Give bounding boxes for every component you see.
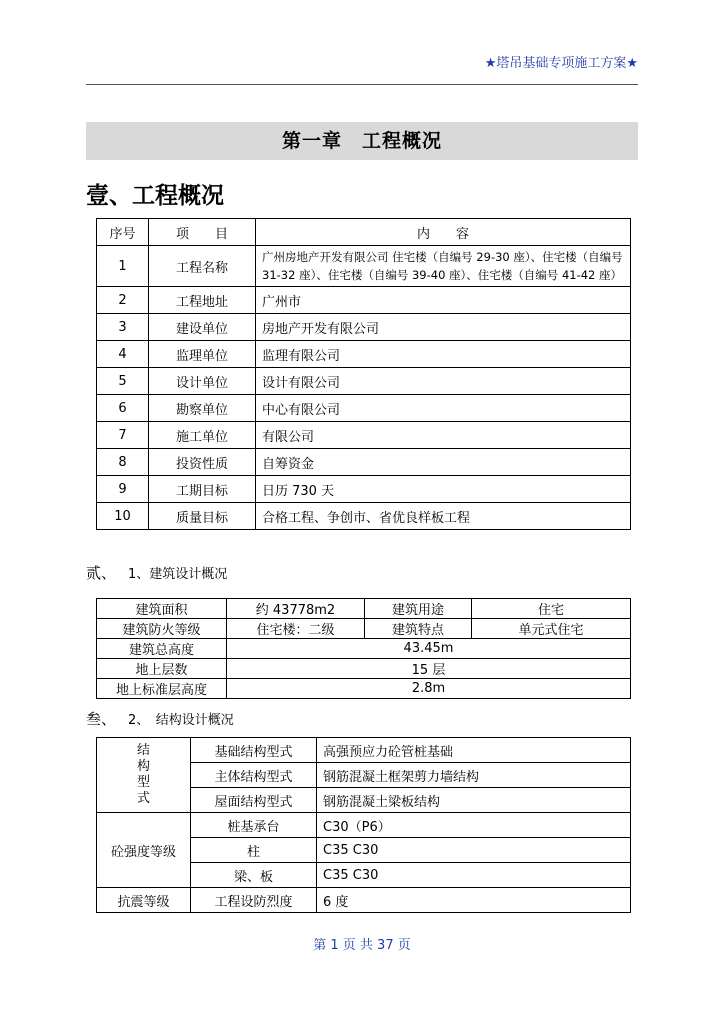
table-row (97, 503, 631, 530)
header-cell: 内 容 (256, 219, 631, 246)
table-row (97, 422, 631, 449)
table-row (97, 813, 631, 838)
cell-value: 约 43778m2 (227, 599, 365, 619)
cell-label: 地上标准层高度 (97, 679, 227, 699)
cell-value: 43.45m (227, 639, 631, 659)
row-number: 2 (97, 287, 149, 314)
table-row (97, 599, 631, 619)
row-value: 日历 730 天 (256, 476, 631, 503)
cell-value: 单元式住宅 (472, 619, 631, 639)
header-rule (86, 84, 638, 85)
table-row (97, 888, 631, 913)
cell-value: C35 C30 (317, 838, 631, 863)
section-title-1: 壹、工程概况 (86, 183, 224, 209)
cell-label: 建筑面积 (97, 599, 227, 619)
row-label: 工期目标 (149, 476, 256, 503)
header-cell: 序号 (97, 219, 149, 246)
row-value: 广州市 (256, 287, 631, 314)
header-cell: 项 目 (149, 219, 256, 246)
row-number: 10 (97, 503, 149, 530)
table-row (97, 679, 631, 699)
chapter-title: 第一章 工程概况 (86, 122, 638, 160)
row-label: 质量目标 (149, 503, 256, 530)
table-row (97, 476, 631, 503)
cell-label: 桩基承台 (191, 813, 317, 838)
table-row (97, 368, 631, 395)
row-number: 6 (97, 395, 149, 422)
row-label: 投资性质 (149, 449, 256, 476)
cell-label: 主体结构型式 (191, 763, 317, 788)
cell-value: 钢筋混凝土框架剪力墙结构 (317, 763, 631, 788)
group-char: 构 (136, 759, 150, 774)
structural-design-table (96, 737, 631, 913)
cell-value: C30（P6） (317, 813, 631, 838)
cell-value: 高强预应力砼管桩基础 (317, 738, 631, 763)
table-row (97, 246, 631, 287)
table-row (97, 659, 631, 679)
table-row (97, 738, 631, 763)
row-value: 监理有限公司 (256, 341, 631, 368)
section-title-3 (86, 708, 234, 729)
row-value: 广州房地产开发有限公司 住宅楼（自编号 29-30 座）、住宅楼（自编号 31-32 座）、住宅楼（自编号 39-40 座）、住宅楼（自编号 41-42 座） (256, 246, 631, 287)
cell-label: 工程设防烈度 (191, 888, 317, 913)
cell-label: 梁、板 (191, 863, 317, 888)
cell-label: 建筑用途 (365, 599, 472, 619)
row-label: 设计单位 (149, 368, 256, 395)
row-number: 3 (97, 314, 149, 341)
table-row (97, 314, 631, 341)
row-number: 1 (97, 246, 149, 287)
row-label: 工程地址 (149, 287, 256, 314)
cell-value: 钢筋混凝土梁板结构 (317, 788, 631, 813)
row-number: 4 (97, 341, 149, 368)
page-footer: 第 1 页 共 37 页 (313, 938, 411, 953)
table-row (97, 619, 631, 639)
cell-label: 基础结构型式 (191, 738, 317, 763)
table-row (97, 287, 631, 314)
table-row (97, 449, 631, 476)
row-label: 施工单位 (149, 422, 256, 449)
cell-value: C35 C30 (317, 863, 631, 888)
group-char: 型 (136, 775, 150, 790)
cell-label: 柱 (191, 838, 317, 863)
cell-label: 地上层数 (97, 659, 227, 679)
cell-label: 建筑防火等级 (97, 619, 227, 639)
cell-label: 抗震等级 (97, 888, 191, 913)
table-header-row (97, 219, 631, 246)
row-label: 勘察单位 (149, 395, 256, 422)
table-row (97, 395, 631, 422)
row-value: 设计有限公司 (256, 368, 631, 395)
cell-value: 住宅 (472, 599, 631, 619)
row-value: 合格工程、争创市、省优良样板工程 (256, 503, 631, 530)
cell-label: 建筑特点 (365, 619, 472, 639)
row-number: 8 (97, 449, 149, 476)
section-prefix: 贰、 (86, 564, 117, 582)
cell-label: 建筑总高度 (97, 639, 227, 659)
cell-value: 6 度 (317, 888, 631, 913)
cell-label: 屋面结构型式 (191, 788, 317, 813)
section-label: 1、建筑设计概况 (128, 567, 228, 582)
section-title-2 (86, 562, 227, 583)
group-char: 结 (136, 743, 150, 758)
running-header: ★塔吊基础专项施工方案★ (484, 56, 638, 71)
cell-value: 2.8m (227, 679, 631, 699)
row-value: 自筹资金 (256, 449, 631, 476)
row-value: 房地产开发有限公司 (256, 314, 631, 341)
row-number: 5 (97, 368, 149, 395)
table-row (97, 639, 631, 659)
section-prefix: 叁、 (86, 710, 117, 728)
structure-type-group (97, 738, 191, 813)
row-label: 工程名称 (149, 246, 256, 287)
row-number: 9 (97, 476, 149, 503)
row-value: 中心有限公司 (256, 395, 631, 422)
architectural-design-table (96, 598, 631, 699)
cell-value: 住宅楼：二级 (227, 619, 365, 639)
row-label: 建设单位 (149, 314, 256, 341)
section-label: 2、 结构设计概况 (128, 713, 234, 728)
cell-value: 15 层 (227, 659, 631, 679)
table-row (97, 341, 631, 368)
project-overview-table (96, 218, 631, 530)
row-number: 7 (97, 422, 149, 449)
row-value: 有限公司 (256, 422, 631, 449)
row-label: 监理单位 (149, 341, 256, 368)
concrete-grade-group: 砼强度等级 (97, 813, 191, 888)
group-char: 式 (136, 791, 150, 806)
